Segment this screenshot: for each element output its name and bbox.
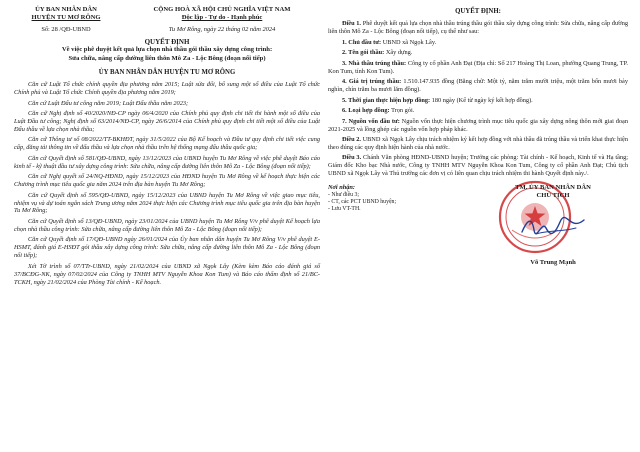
item-value: 1.510.147.935 đồng (Bằng chữ: Một tỷ, năm trăm mười triệu, một trăm bốn mươi bảy nghìn, chín trăm ba mươi lăm đồng). — [328, 78, 628, 94]
legal-basis: Căn cứ Quyết định số 581/QĐ-UBND, ngày 13/12/2023 của UBND huyện Tu Mơ Rông về việc phê duyệt Báo cáo kinh tế - kỹ thuật đầu tư xây dựng công trình: Sửa chữa, nâng cấp đường liên thôn Mô Za - Lộc Bông (đoạn nối tiếp); — [14, 154, 320, 170]
legal-basis: Căn cứ Luật Tổ chức chính quyền địa phương năm 2015; Luật sửa đổi, bổ sung một số điều của Luật Tổ chức Chính phủ và Luật Tổ chức Chính quyền địa phương năm 2019; — [14, 81, 320, 97]
item-label: 4. Giá trị trúng thầu: — [342, 78, 402, 86]
recipient-item: - Lưu VT-TH. — [328, 206, 361, 213]
consideration-paragraph: Xét Tờ trình số 07/TTr-UBND, ngày 21/02/2024 của UBND xã Ngọk Lây (Kèm kèm Báo cáo đánh giá số 37/BCĐG-NK, ngày 07/02/2024 của Công ty TNHH MTV Nguyễn Khoa Kon Tum) và Báo cáo thẩm định số 21/BC-TCKH, ngày 21/02/2024 của Phòng Tài chính - Kế hoạch. — [14, 263, 320, 286]
nation-line-1: CỘNG HOÀ XÃ HỘI CHỦ NGHĨA VIỆT NAM — [153, 6, 291, 13]
article-1-label: Điều 1. — [342, 20, 361, 28]
recipient-item: - CT, các PCT UBND huyện; — [328, 199, 397, 206]
decision-header: QUYẾT ĐỊNH: — [455, 8, 501, 15]
recipients-title: Nơi nhận: — [328, 184, 356, 192]
signer-role-line-1: TM. ỦY BAN NHÂN DÂN — [515, 184, 591, 192]
right-column — [328, 6, 628, 267]
place-date: Tu Mơ Rông, ngày 22 tháng 02 năm 2024 — [168, 25, 276, 33]
legal-basis: Căn cứ Thông tư số 08/2022/TT-BKHĐT, ngày 31/5/2022 của Bộ Kế hoạch và Đầu tư quy định chi tiết việc cung cấp, đăng tải thông tin về đấu thầu và lựa chọn nhà thầu trên hệ thống mạng đấu thầu quốc gia; — [14, 136, 320, 152]
item-value: UBND xã Ngọk Lây. — [382, 38, 437, 46]
document-subtitle-1: Về việc phê duyệt kết quả lựa chọn nhà thầu gói thầu xây dựng công trình: — [61, 46, 273, 54]
signature-area — [328, 184, 628, 267]
document-number: Số: 28 /QĐ-UBND — [41, 25, 91, 33]
item-label: 1. Chủ đầu tư: — [342, 38, 382, 46]
issuer-heading: ỦY BAN NHÂN DÂN HUYỆN TU MƠ RÔNG — [98, 68, 236, 76]
item-value: Công ty cổ phần Anh Đạt (Địa chỉ: Số 217 Hoàng Thị Loan, phường Quang Trung, TP. Kon Tum, tỉnh Kon Tum). — [328, 59, 629, 75]
legal-basis: Căn cứ Luật Đấu tư công năm 2019; Luật Đấu thầu năm 2023; — [28, 99, 189, 107]
article-1-item — [328, 118, 628, 134]
article-2-label: Điều 2. — [342, 136, 361, 144]
article-1-item — [328, 107, 628, 115]
item-label: 5. Thời gian thực hiện hợp đồng: — [342, 96, 431, 104]
handwritten-signature-icon — [518, 214, 588, 240]
item-value: 180 ngày (Kể từ ngày ký kết hợp đồng). — [431, 96, 533, 104]
document-subtitle-2: Sửa chữa, nâng cấp đường liên thôn Mô Za - Lộc Bông (đoạn nối tiếp) — [68, 54, 266, 62]
recipients-block — [328, 184, 448, 267]
signer-role-line-2: CHỦ TỊCH — [536, 192, 570, 200]
article-1-intro — [328, 20, 628, 36]
article-3 — [328, 154, 628, 178]
item-value: Xây dựng. — [385, 49, 413, 57]
article-1-item — [328, 97, 628, 105]
article-3-label: Điều 3. — [342, 154, 362, 162]
item-label: 6. Loại hợp đồng: — [342, 107, 390, 115]
article-1-item — [328, 49, 628, 57]
left-column — [14, 6, 320, 289]
article-1-item — [328, 39, 628, 47]
article-1-item — [328, 60, 628, 76]
recipient-item: - Như điều 3; — [328, 191, 359, 198]
item-value: Nguồn vốn thực hiện chương trình mục tiêu quốc gia xây dựng nông thôn mới giai đoạn 2021-2025 và lồng ghép các nguồn vốn hợp pháp khác. — [328, 117, 629, 133]
article-2 — [328, 136, 628, 152]
agency-block — [14, 6, 118, 23]
document-title: QUYẾT ĐỊNH — [144, 37, 190, 46]
article-2-text: UBND xã Ngọk Lây chịu trách nhiệm ký kết hợp đồng với nhà thầu đã trúng thầu và triển khai thực hiện theo đúng các quy định hiện hành của nhà nước. — [328, 136, 628, 151]
national-motto-block — [124, 6, 320, 23]
signer-block — [478, 184, 628, 267]
number-date-row — [14, 26, 320, 34]
legal-basis: Căn cứ Quyết định số 595/QĐ-UBND, ngày 15/12/2023 của UBND huyện Tu Mơ Rông về việc giao mục tiêu, nhiệm vụ và dự toán ngân sách Trung ương năm 2024 thực hiện các Chương trình mục tiêu quốc gia trên địa bàn huyện Tu Mơ Rông; — [14, 191, 320, 215]
agency-line-1: ỦY BAN NHÂN DÂN — [35, 6, 97, 13]
article-1-item — [328, 78, 628, 94]
legal-basis: Căn cứ Nghị định số 40/2020/NĐ-CP ngày 06/4/2020 của Chính phủ quy định chi tiết thi hành một số điều của Luật Đầu tư công; Nghị định số 63/2014/NĐ-CP, ngày 26/6/2014 của Chính phủ quy định chi tiết một số điều của Luật Đấu thầu về lựa chọn nhà thầu; — [14, 110, 320, 133]
document-header — [14, 6, 320, 23]
item-label: 2. Tên gói thầu: — [342, 49, 385, 57]
legal-basis: Căn cứ Quyết định số 13/QĐ-UBND, ngày 23/01/2024 của UBND huyện Tu Mơ Rông V/v phê duyệt Kế hoạch lựa chọn nhà thầu công trình: Sửa chữa, nâng cấp đường liên thôn Mô Za - Lộc Bông (đoạn nối tiếp); — [14, 217, 320, 233]
signer-name: Võ Trung Mạnh — [530, 258, 576, 266]
article-1-text: Phê duyệt kết quả lựa chọn nhà thầu trúng thầu gói thầu xây dựng công trình: Sửa chữa, nâng cấp đường liên thôn Mô Za - Lộc Bông (đoạn nối tiếp), cụ thể như sau: — [328, 20, 628, 36]
article-3-text: Chánh Văn phòng HĐND-UBND huyện; Trưởng các phòng: Tài chính - Kế hoạch, Kinh tế và Hạ tầng; Giám đốc Kho bạc Nhà nước, Công ty TNHH MTV Nguyễn Khoa Kon Tum, Công ty cổ phần Anh Đạt; Chủ tịch UBND xã Ngọk Lây và Thủ trưởng các đơn vị có liên quan chịu trách nhiệm thi hành Quyết định này./. — [328, 154, 628, 178]
item-value: Trọn gói. — [391, 107, 415, 115]
agency-line-2: HUYỆN TU MƠ RÔNG — [31, 14, 101, 22]
legal-basis: Căn cứ Quyết định số 17/QĐ-UBND ngày 26/01/2024 của Ủy ban nhân dân huyện Tu Mơ Rông V/v phê duyệt E-HSMT, đánh giá E-HSĐT gói thầu xây dựng công trình: Sửa chữa, nâng cấp đường liên thôn Mô Za - Lộc Bông (đoạn nối tiếp); — [14, 236, 320, 260]
legal-basis: Căn cứ Nghị quyết số 24/NQ-HĐND, ngày 15/12/2023 của HĐND huyện Tu Mơ Rông về kế hoạch thực hiện các Chương trình mục tiêu quốc gia năm 2024 trên địa bàn huyện Tu Mơ Rông; — [14, 173, 320, 189]
item-label: 3. Nhà thầu trúng thầu: — [342, 59, 407, 67]
item-label: 7. Nguồn vốn đầu tư: — [342, 117, 400, 125]
nation-line-2: Độc lập - Tự do - Hạnh phúc — [181, 14, 263, 22]
